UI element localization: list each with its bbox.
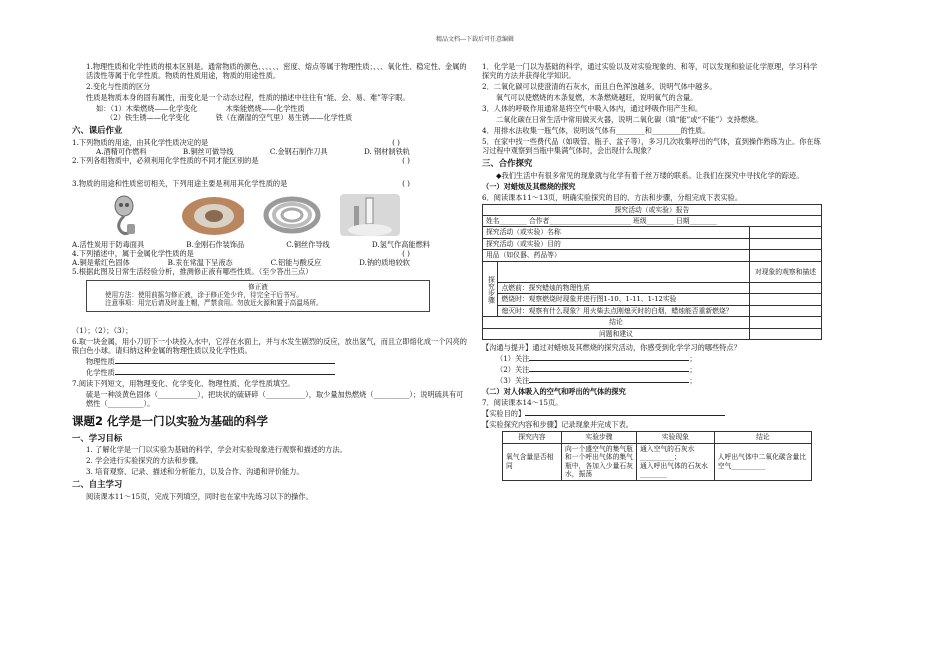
rocket-launch-image [340, 194, 400, 236]
example-row-1 [72, 104, 470, 113]
question-5-text: 5.根据此图及日常生活经验分析，推测修正液有哪些性质。（至少答出三点） [72, 266, 313, 276]
question-3-option-c: C.铜丝作导线 [286, 239, 330, 249]
question-4-paren: ( ) [402, 248, 410, 258]
reflection: 【沟通与提升】通过对蜡烛及其燃烧的探究活动，你感受到化学学习的哪些特点？ [482, 343, 741, 353]
example-1b: 木柴能燃烧——化学性质 [225, 104, 305, 113]
example-2a: （2）铁生锈——化学变化 [106, 113, 190, 122]
question-1-option-a: A.酒精可作燃料 [96, 146, 147, 156]
question-6-text: 6.取一块金属，用小刀切下一小块投入水中，它浮在水面上，并与水发生剧烈的反应，放出氢气，而且立即熔化成一个闪亮的银白色小球。请归纳这种金属的物理性质以及化学性质。 [72, 337, 467, 356]
report-step-3-cell[interactable] [749, 305, 821, 316]
question-1-options [72, 147, 470, 156]
question-3 [72, 179, 470, 188]
report-activity-name-cell[interactable] [749, 227, 821, 238]
lesson-title: 课题2 化学是一门以实验为基础的科学 [72, 414, 269, 429]
right-column [482, 62, 822, 481]
goal-1: 1. 了解化学是一门以实验为基础的科学，学会对实验现象进行观察和描述的方法。 [86, 445, 347, 455]
question-4 [72, 249, 470, 258]
gas-mask-image [94, 194, 154, 236]
question-3-options [72, 240, 470, 249]
breath-phenomenon-air: 通入空气的石灰水__________； [640, 444, 695, 462]
question-5-answers: （1）；（2）；（3）； [72, 326, 133, 336]
breath-head-content: 探究内容 [503, 432, 562, 443]
subsection-candle: （一）对蜡烛及其燃烧的探究 [482, 181, 576, 191]
paragraph-distinction: 2.变化与性质的区分 [86, 82, 151, 91]
cooperative-intro: ◆我们生活中有很多常见的现象就与化学有着千丝万缕的联系。让我们在探究中寻找化学的踪迹。 [496, 170, 804, 180]
goal-3: 3. 培育观察、记录、描述和分析能力，以及合作、沟通和评价能力。 [86, 467, 304, 477]
question-4-option-c: C.铝能与酸反应 [270, 257, 322, 267]
report-observation-head: 对现象的观察和描述 [749, 261, 821, 282]
report-title: 探究活动（或实验）报告 [483, 204, 822, 215]
question-1-paren: ( ) [392, 137, 400, 147]
example-1a: 如：（1）木柴燃烧——化学变化 [96, 104, 198, 113]
fill-6: 6．阅读课本11～13页，明确实验探究的目的、方法和步骤，分组完成下表实验。 [482, 192, 743, 202]
question-2-text: 2.下列各组物质中，必须利用化学性质的不同才能区别的是 [72, 155, 259, 165]
question-1-option-b: B.铜丝可做导线 [182, 146, 234, 156]
report-activity-goal-cell[interactable] [749, 238, 821, 249]
breath-head-phenomenon: 实验现象 [637, 432, 715, 443]
breath-phenomenon-exhaled: 通入呼出气体的石灰水________ [640, 461, 708, 479]
fill-5: 5．在家中找一些费代品（如吸管、瓶子、盆子等），多习几次收集呼出的气体，直到操作熟练为止。你在练习过程中观察到当瓶中集满气体时，会出现什么现象？ [482, 137, 821, 155]
report-conclusion: 结论 [483, 317, 750, 328]
page-header: 精品文档---下载后可任意编辑 [435, 36, 515, 43]
section-homework: 六、课后作业 [72, 125, 123, 135]
question-2-paren: ( ) [402, 155, 410, 165]
question-1-option-d: D. 钢材制铁轨 [363, 146, 410, 156]
question-7-passage: 硫是一种淡黄色固体（___________），把块状的硫研碎（___________），取少量加热燃烧（__________）；说明硫具有可燃性（__________）。 [86, 390, 464, 409]
report-step-2-cell[interactable] [749, 294, 821, 305]
question-1-text: 1.下列物质的用途，由其化学性质决定的是 [72, 137, 209, 147]
experiment-goal: 【实验目的】 [482, 409, 822, 418]
breath-head-conclusion: 结论 [714, 432, 811, 443]
report-conclusion-cell[interactable] [749, 317, 821, 328]
report-step-1-cell[interactable] [749, 282, 821, 293]
report-activity-goal: 探究活动（或实验）目的 [483, 238, 750, 249]
correction-fluid-label-box [86, 280, 430, 313]
question-3-option-d: D.氢气作高能燃料 [371, 239, 430, 249]
report-step-3: 熄灭时：观察有什么现象？用火柴去点刚熄灭时的白烟，蜡烛能否重新燃烧？ [498, 305, 750, 316]
section-self-study: 二、自主学习 [72, 479, 123, 490]
goal-2: 2. 学会进行实验探究的方法和步骤。 [86, 456, 203, 466]
breath-experiment-table [502, 431, 812, 480]
correction-fluid-title: 修正液 [248, 282, 268, 291]
question-3-images [94, 192, 470, 236]
fill-3b: 二氧化碳在日常生活中常用做灭火器，说明二氧化碳（填“能”或“不能”）支持燃烧。 [496, 115, 763, 124]
example-row-2 [72, 113, 470, 122]
question-4-options [72, 258, 470, 267]
section-cooperative: 三、合作探究 [482, 158, 533, 168]
question-1-option-c: C.金钢石制作刀具 [269, 146, 328, 156]
question-7-text: 7.阅读下列短文，用物理变化、化学变化、物理性质、化学性质填空。 [72, 379, 295, 389]
subsection-breath: （二）对人体吸入的空气和呼出的气体的探究 [482, 387, 626, 397]
diamond-jewelry-image [172, 194, 244, 236]
left-column [72, 62, 470, 503]
paragraph-properties: 1.物理性质和化学性质的根本区别是。通常物质的颜色、、、、、、密度、熔点等属于物理性质；、、、氧化性、稳定性、金属的活泼性等属于化学性质。物质的性质用途，物质的用途性质。 [86, 62, 467, 80]
paragraph-property-vs-change: 性质是物质本身的固有属性，而变化是一个动态过程，性质的描述中往往有“能、会、易、难”等字眼。 [86, 93, 410, 102]
focus-2: （2）关注 ； [496, 365, 697, 375]
fill-1: 1．化学是一门以为基础的科学，通过实验以及对实验现象的、和等，可以发现和验证化学原理，学习科学探究的方法并获得化学知识。 [482, 62, 818, 80]
fill-2: 2．二氧化碳可以使澄清的石灰水，而且白色浑浊越多，说明气体中越多。 [482, 82, 717, 91]
example-2b: 铁（在潮湿的空气里）易生锈——化学性质 [215, 113, 353, 122]
question-3-text: 3.物质的用途和性质密切相关，下列用途主要是利用其化学性质的是 [72, 178, 288, 188]
question-4-option-d: D.钠的质地较软 [359, 257, 410, 267]
breath-conclusion: 人呼出气体中二氧化碳含量比空气__________ [714, 443, 811, 480]
report-step-1: 点燃前：探究蜡烛的物理性质 [498, 282, 750, 293]
focus-3: （3）关注 ； [496, 376, 697, 386]
candle-report-table [482, 204, 822, 341]
section-goals: 一、学习目标 [72, 432, 123, 443]
copper-wire-image [262, 194, 322, 236]
question-4-option-a: A.铜是紫红色固体 [72, 257, 130, 267]
correction-fluid-caution: 注意事项：用完后请及时盖上帽，严禁食用。勿放近火源和置于高温场所。 [105, 298, 323, 307]
fill-2b: 氧气可以使燃烧的木条复燃，木条燃烧越旺，说明氧气的含量。 [496, 93, 698, 102]
fill-7: 7．阅读课本14～15页。 [482, 398, 563, 408]
question-6-chemical: 化学性质 [72, 368, 470, 377]
self-study-text: 阅读课本11～15页，完成下列填空，同时也在家中先练习以下的操作。 [86, 491, 313, 501]
correction-fluid-usage: 使用方法：使用前摇匀修正液，涂于修正处少许，待完全干后书写。 [105, 290, 303, 299]
report-questions: 问题和建议 [483, 328, 750, 339]
report-tools: 用品（如仪器、药品等） [483, 250, 750, 261]
question-4-option-b: B.汞在常温下呈液态 [167, 257, 233, 267]
question-1 [72, 138, 470, 147]
breath-steps: 向一个盛空气的集气瓶和一个呼出气体的集气瓶中，各加入少量石灰水，振荡 [562, 443, 637, 480]
breath-head-steps: 实验步骤 [562, 432, 637, 443]
report-questions-cell[interactable] [749, 328, 821, 339]
focus-1: （1）关注 ； [496, 354, 697, 364]
question-4-text: 4.下列描述中，属于金属化学性质的是 [72, 248, 194, 258]
experiment-procedure: 【实验探究内容和步骤】记录现象并完成下表。 [482, 420, 633, 430]
question-6-physical: 物理性质 [72, 357, 470, 366]
fill-3: 3．人体的呼吸作用通常是将空气中吸入体内，通过呼吸作用产生和。 [482, 104, 703, 113]
fill-4: 4．用排水法收集一瓶气体，说明该气体有________和________的性质。 [482, 126, 710, 135]
report-step-2: 燃烧时：观察燃烧时现象并进行图1-10、1-11、1-12实验 [498, 294, 750, 305]
breath-content: 氧气含量是否相同 [503, 443, 562, 480]
report-tools-cell[interactable] [749, 250, 821, 261]
breath-phenomenon [637, 443, 715, 480]
question-2 [72, 156, 470, 165]
report-steps-label: 探究步骤 [483, 261, 498, 316]
question-3-option-a: A.活性炭用于防毒面具 [72, 239, 145, 249]
question-3-option-b: B.金刚石作装饰品 [186, 239, 245, 249]
report-name-row: 姓名________ 合作者________________________ 班级________ 日期________ [483, 215, 822, 226]
report-activity-name: 探究活动（或实验）名称 [483, 227, 750, 238]
question-3-paren: ( ) [402, 178, 410, 188]
